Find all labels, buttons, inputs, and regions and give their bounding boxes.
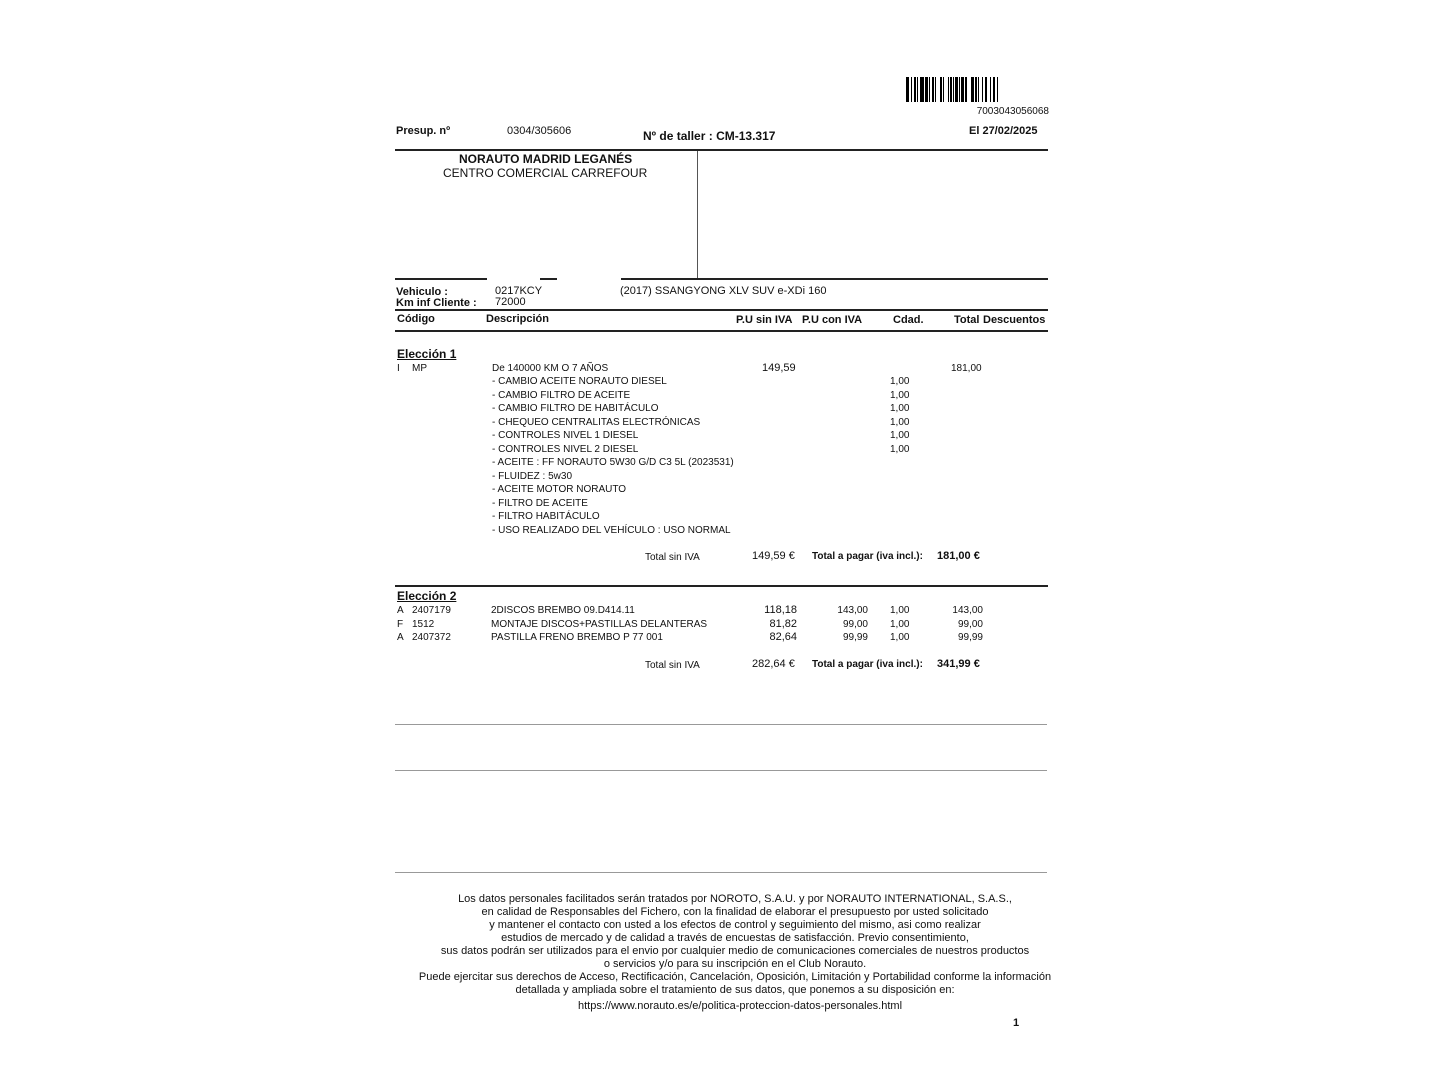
privacy-line: estudios de mercado y de calidad a través de encuestas de satisfacción. Previo consentimiento, xyxy=(501,932,969,944)
workshop-address-cut: CENTRO COMERCIAL CARREFOUR xyxy=(443,166,648,180)
eleccion-2-title: Elección 2 xyxy=(397,589,457,603)
row-pu-con-iva: 99,00 xyxy=(842,618,868,630)
privacy-line: en calidad de Responsables del Fichero, con la finalidad de elaborar el presupuesto por usted solicitado xyxy=(481,906,989,918)
row-pu-con-iva: 99,99 xyxy=(842,632,868,643)
item-pu-sin-iva: 149,59 xyxy=(762,362,796,374)
row-total: 99,00 xyxy=(957,618,983,630)
row-type: A xyxy=(397,632,404,643)
line-description: - CONTROLES NIVEL 1 DIESEL xyxy=(492,430,639,441)
privacy-line: Los datos personales facilitados serán tratados por NOROTO, S.A.U. y por NORAUTO INTERNATIONAL, S.A.S., xyxy=(458,893,1012,905)
line-description: - ACEITE MOTOR NORAUTO xyxy=(492,484,627,495)
row-pu-con-iva: 143,00 xyxy=(837,605,868,616)
line-description: - USO REALIZADO DEL VEHÍCULO : USO NORMAL xyxy=(492,524,731,536)
col-descripcion: Descripción xyxy=(486,313,549,325)
divider xyxy=(395,309,1048,311)
privacy-url: https://www.norauto.es/e/politica-proteccion-datos-personales.html xyxy=(577,1000,903,1012)
presup-number: 0304/305606 xyxy=(507,125,572,137)
total-pagar-label: Total a pagar (iva incl.): xyxy=(812,551,923,562)
divider xyxy=(395,872,1047,873)
row-description: PASTILLA FRENO BREMBO P 77 001 xyxy=(491,632,663,643)
line-description: - CAMBIO FILTRO DE HABITÁCULO xyxy=(492,403,659,414)
line-quantity: 1,00 xyxy=(890,416,910,428)
item-code: MP xyxy=(412,363,427,374)
total-sin-iva-value: 149,59 € xyxy=(752,550,795,562)
line-description: - ACEITE : FF NORAUTO 5W30 G/D C3 5L (2023531) xyxy=(492,457,734,468)
divider xyxy=(395,149,1048,151)
barcode-number: 7003043056068 xyxy=(976,106,1049,117)
line-quantity: 1,00 xyxy=(890,403,910,414)
row-total: 99,99 xyxy=(957,632,983,643)
row-code: 2407372 xyxy=(412,632,451,643)
row-total: 143,00 xyxy=(952,605,983,616)
col-total: Total xyxy=(954,314,980,326)
row-code: 2407179 xyxy=(412,605,451,616)
line-description: - FILTRO DE ACEITE xyxy=(492,497,588,509)
total-pagar-value: 341,99 € xyxy=(937,658,980,670)
col-codigo: Código xyxy=(397,313,435,325)
row-code: 1512 xyxy=(412,618,435,630)
divider xyxy=(395,330,1048,332)
vehicle-plate: 0217KCY xyxy=(495,285,543,297)
row-type: A xyxy=(397,605,404,616)
line-description: - FLUIDEZ : 5w30 xyxy=(492,470,573,482)
eleccion-1-title: Elección 1 xyxy=(397,347,457,361)
row-type: F xyxy=(397,618,404,630)
total-pagar-label: Total a pagar (iva incl.): xyxy=(812,659,923,670)
col-cdad: Cdad. xyxy=(893,314,924,326)
item-type: I xyxy=(397,363,400,374)
privacy-line: sus datos podrán ser utilizados para el envio por cualquier medio de comunicaciones comerciales de nuestros productos xyxy=(440,945,1030,957)
total-sin-iva-value: 282,64 € xyxy=(752,658,795,670)
divider xyxy=(395,278,487,280)
row-quantity: 1,00 xyxy=(890,632,910,643)
row-quantity: 1,00 xyxy=(890,618,910,630)
line-description: - CAMBIO FILTRO DE ACEITE xyxy=(492,389,631,401)
total-sin-iva-label: Total sin IVA xyxy=(645,552,700,563)
vehicle-model: (2017) SSANGYONG XLV SUV e-XDi 160 xyxy=(620,285,827,297)
row-pu-sin-iva: 118,18 xyxy=(764,604,797,616)
row-quantity: 1,00 xyxy=(890,605,910,616)
taller-number: Nº de taller : CM-13.317 xyxy=(643,129,776,143)
row-pu-sin-iva: 81,82 xyxy=(769,617,797,630)
privacy-line: detallada y ampliada sobre el tratamiento de sus datos, que ponemos a su disposición en: xyxy=(515,984,955,996)
line-quantity: 1,00 xyxy=(890,430,910,441)
item-main-description: De 140000 KM O 7 AÑOS xyxy=(492,363,609,374)
divider xyxy=(395,770,1047,771)
col-pu-sin-iva: P.U sin IVA xyxy=(736,314,793,326)
km-value: 72000 xyxy=(495,296,526,308)
line-quantity: 1,00 xyxy=(890,389,910,401)
privacy-line: o servicios y/o para su inscripción en el Club Norauto. xyxy=(603,958,867,970)
line-quantity: 1,00 xyxy=(890,376,910,387)
vehiculo-label: Vehiculo : xyxy=(396,286,448,298)
col-descuentos: Descuentos xyxy=(983,314,1046,326)
budget-date: El 27/02/2025 xyxy=(969,125,1038,137)
privacy-line: y mantener el contacto con usted a los efectos de control y seguimiento del mismo, asi como realizar xyxy=(489,919,981,931)
total-sin-iva-label: Total sin IVA xyxy=(645,660,700,671)
col-pu-con-iva: P.U con IVA xyxy=(802,314,863,326)
workshop-name: NORAUTO MADRID LEGANÉS xyxy=(459,152,633,166)
line-description: - CAMBIO ACEITE NORAUTO DIESEL xyxy=(492,376,667,387)
km-label: Km inf Cliente : xyxy=(396,297,477,309)
row-pu-sin-iva: 82,64 xyxy=(769,631,797,643)
barcode xyxy=(906,77,1049,102)
row-description: 2DISCOS BREMBO 09.D414.11 xyxy=(491,605,635,616)
line-quantity: 1,00 xyxy=(890,443,910,455)
box-divider xyxy=(697,151,698,279)
item-total: 181,00 xyxy=(951,363,982,374)
line-description: - CHEQUEO CENTRALITAS ELECTRÓNICAS xyxy=(492,416,701,428)
page-number: 1 xyxy=(1013,1017,1020,1029)
divider xyxy=(395,724,1047,725)
line-description: - CONTROLES NIVEL 2 DIESEL xyxy=(492,443,639,455)
total-pagar-value: 181,00 € xyxy=(937,550,980,562)
divider xyxy=(395,585,1048,587)
divider xyxy=(540,278,557,280)
line-description: - FILTRO HABITÁCULO xyxy=(492,511,600,522)
divider xyxy=(621,278,1048,280)
row-description: MONTAJE DISCOS+PASTILLAS DELANTERAS xyxy=(491,618,708,630)
presup-label: Presup. nº xyxy=(396,125,451,137)
privacy-line: Puede ejercitar sus derechos de Acceso, Rectificación, Cancelación, Oposición, Limitación y Portabilidad conforme la información xyxy=(418,971,1052,983)
